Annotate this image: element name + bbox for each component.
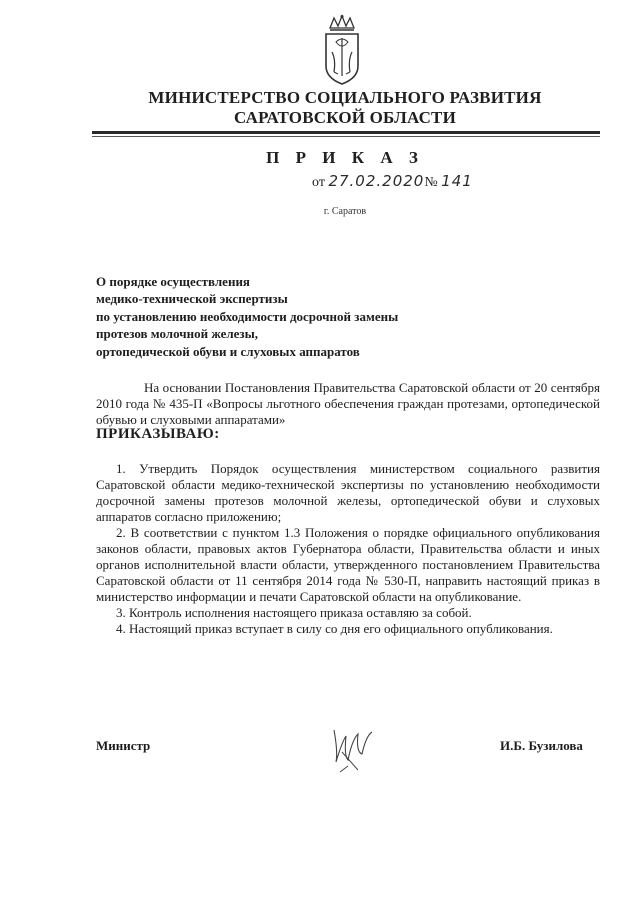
handwritten-date: 27.02.2020 <box>328 172 425 190</box>
ministry-name-line1: МИНИСТЕРСТВО СОЦИАЛЬНОГО РАЗВИТИЯ <box>148 88 542 107</box>
header-divider-thick <box>92 131 600 134</box>
handwritten-number: 141 <box>441 172 473 190</box>
intro-paragraph: На основании Постановления Правительства Саратовской области от 20 сентября 2010 года № 435-П «Вопросы льготного обеспечения граждан протезами, ортопедической обувью и слуховыми аппаратами» <box>96 380 600 427</box>
city-label: г. Саратов <box>323 206 367 217</box>
order-date-line <box>312 172 473 191</box>
order-directive: ПРИКАЗЫВАЮ: <box>96 426 220 442</box>
subject-line: протезов молочной железы, <box>96 326 259 342</box>
order-item: 4. Настоящий приказ вступает в силу со дня его официального опубликования. <box>116 621 553 636</box>
header-divider-thin <box>92 136 600 137</box>
order-title: П Р И К А З <box>266 148 424 167</box>
coat-of-arms-icon <box>318 14 366 86</box>
from-label: от <box>312 175 325 190</box>
subject-line: по установлению необходимости досрочной замены <box>96 308 399 324</box>
signatory-name: И.Б. Бузилова <box>500 738 583 753</box>
order-item: 2. В соответствии с пунктом 1.3 Положения о порядке официального опубликования законов области, правовых актов Губернатора области, Правительства области и иных органов исполнительной власти области, утвержденного постановлением Правительства Саратовской области от 11 сентября 2014 года № 530-П, направить настоящий приказ в министерство информации и печати Саратовской области на опубликование. <box>96 525 600 604</box>
subject-line: О порядке осуществления <box>96 274 250 289</box>
number-sign: № <box>424 175 438 190</box>
order-item: 1. Утвердить Порядок осуществления министерством социального развития Саратовской области медико-технической экспертизы по установлению необходимости досрочной замены протезов молочной железы, ортопедической обуви и слуховых аппаратов согласно приложению; <box>96 461 600 524</box>
order-subject <box>96 273 566 360</box>
signatory-role: Министр <box>96 738 151 753</box>
ministry-name-line2: САРАТОВСКОЙ ОБЛАСТИ <box>233 108 457 127</box>
order-items-list <box>96 461 600 637</box>
subject-line: медико-технической экспертизы <box>96 291 288 307</box>
handwritten-signature-icon <box>328 722 378 774</box>
order-item: 3. Контроль исполнения настоящего приказа оставляю за собой. <box>116 605 472 620</box>
subject-line: ортопедической обуви и слуховых аппаратов <box>96 343 360 359</box>
